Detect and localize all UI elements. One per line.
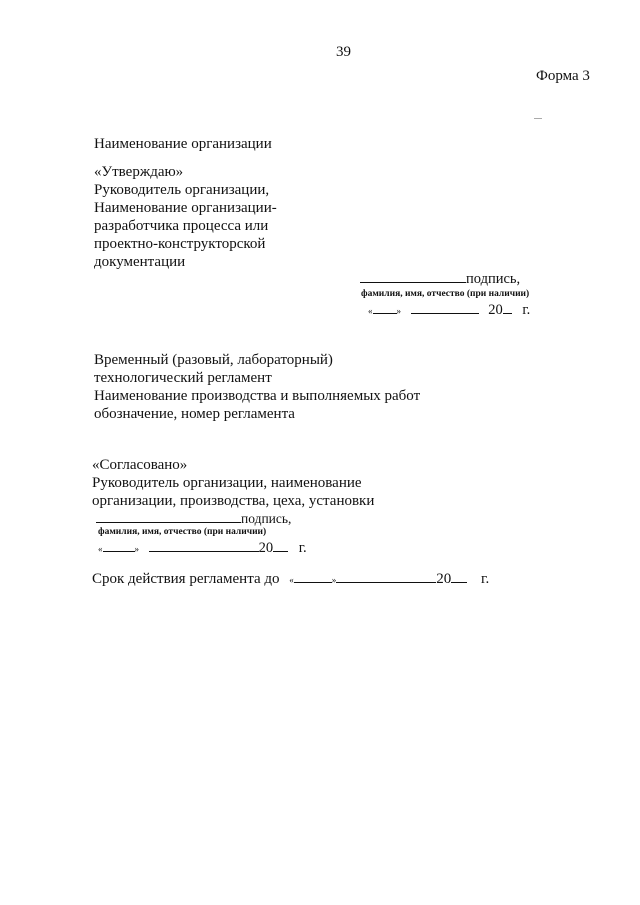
approve-year-line [503,301,512,314]
approve-year-suffix: г. [522,302,531,318]
validity-month-line [336,570,436,583]
validity-label: Срок действия регламента до [92,571,280,587]
approve-line-1: Руководитель организации, [94,182,270,198]
agreed-name-caption: фамилия, имя, отчество (при наличии) [98,527,267,537]
regulation-line-4: обозначение, номер регламента [94,406,295,422]
agreed-year-line [273,539,288,552]
agreed-quote-close: » [134,544,139,554]
agreed-date-row [98,539,307,558]
approve-day-line [373,301,397,314]
approve-date-row [368,301,530,320]
approve-line-5: документации [94,254,186,270]
approve-line-4: проектно-конструкторской [94,236,266,252]
approve-line-2: Наименование организации- [94,200,277,216]
agreed-quote-open: « [98,544,103,554]
agreed-signature-row [96,510,291,527]
validity-quote-open: « [289,575,294,585]
agreed-year-suffix: г. [298,540,307,556]
approve-signature-row [360,270,520,288]
regulation-line-1: Временный (разовый, лабораторный) [94,352,333,368]
org-name-label: Наименование организации [94,136,272,152]
approve-quote-close: » [396,306,401,316]
validity-year-line [451,570,467,583]
agreed-signature-line [96,510,241,523]
validity-year-suffix: г. [480,571,490,587]
form-label: Форма 3 [536,68,590,84]
validity-year-prefix: 20 [436,571,452,587]
approve-line-3: разработчика процесса или [94,218,269,234]
agreed-day-line [103,539,135,552]
agreed-month-line [149,539,259,552]
agreed-signature-word: подпись, [241,511,292,526]
approve-quote-open: « [368,306,373,316]
page-number: 39 [336,44,351,60]
agreed-line-2: организации, производства, цеха, установки [92,493,375,509]
approve-year-prefix: 20 [488,302,503,318]
regulation-line-3: Наименование производства и выполняемых работ [94,388,421,404]
validity-row [92,570,489,589]
approve-title: «Утверждаю» [94,164,184,180]
agreed-title: «Согласовано» [92,457,188,473]
approve-signature-line [360,270,466,283]
approve-name-caption: фамилия, имя, отчество (при наличии) [361,289,530,299]
approve-signature-word: подпись, [466,271,521,287]
agreed-line-1: Руководитель организации, наименование [92,475,362,491]
validity-day-line [294,570,332,583]
approve-month-line [411,301,479,314]
regulation-line-2: технологический регламент [94,370,272,386]
scan-artifact [534,118,542,119]
validity-quote-close: » [331,575,337,585]
agreed-year-prefix: 20 [258,540,274,556]
